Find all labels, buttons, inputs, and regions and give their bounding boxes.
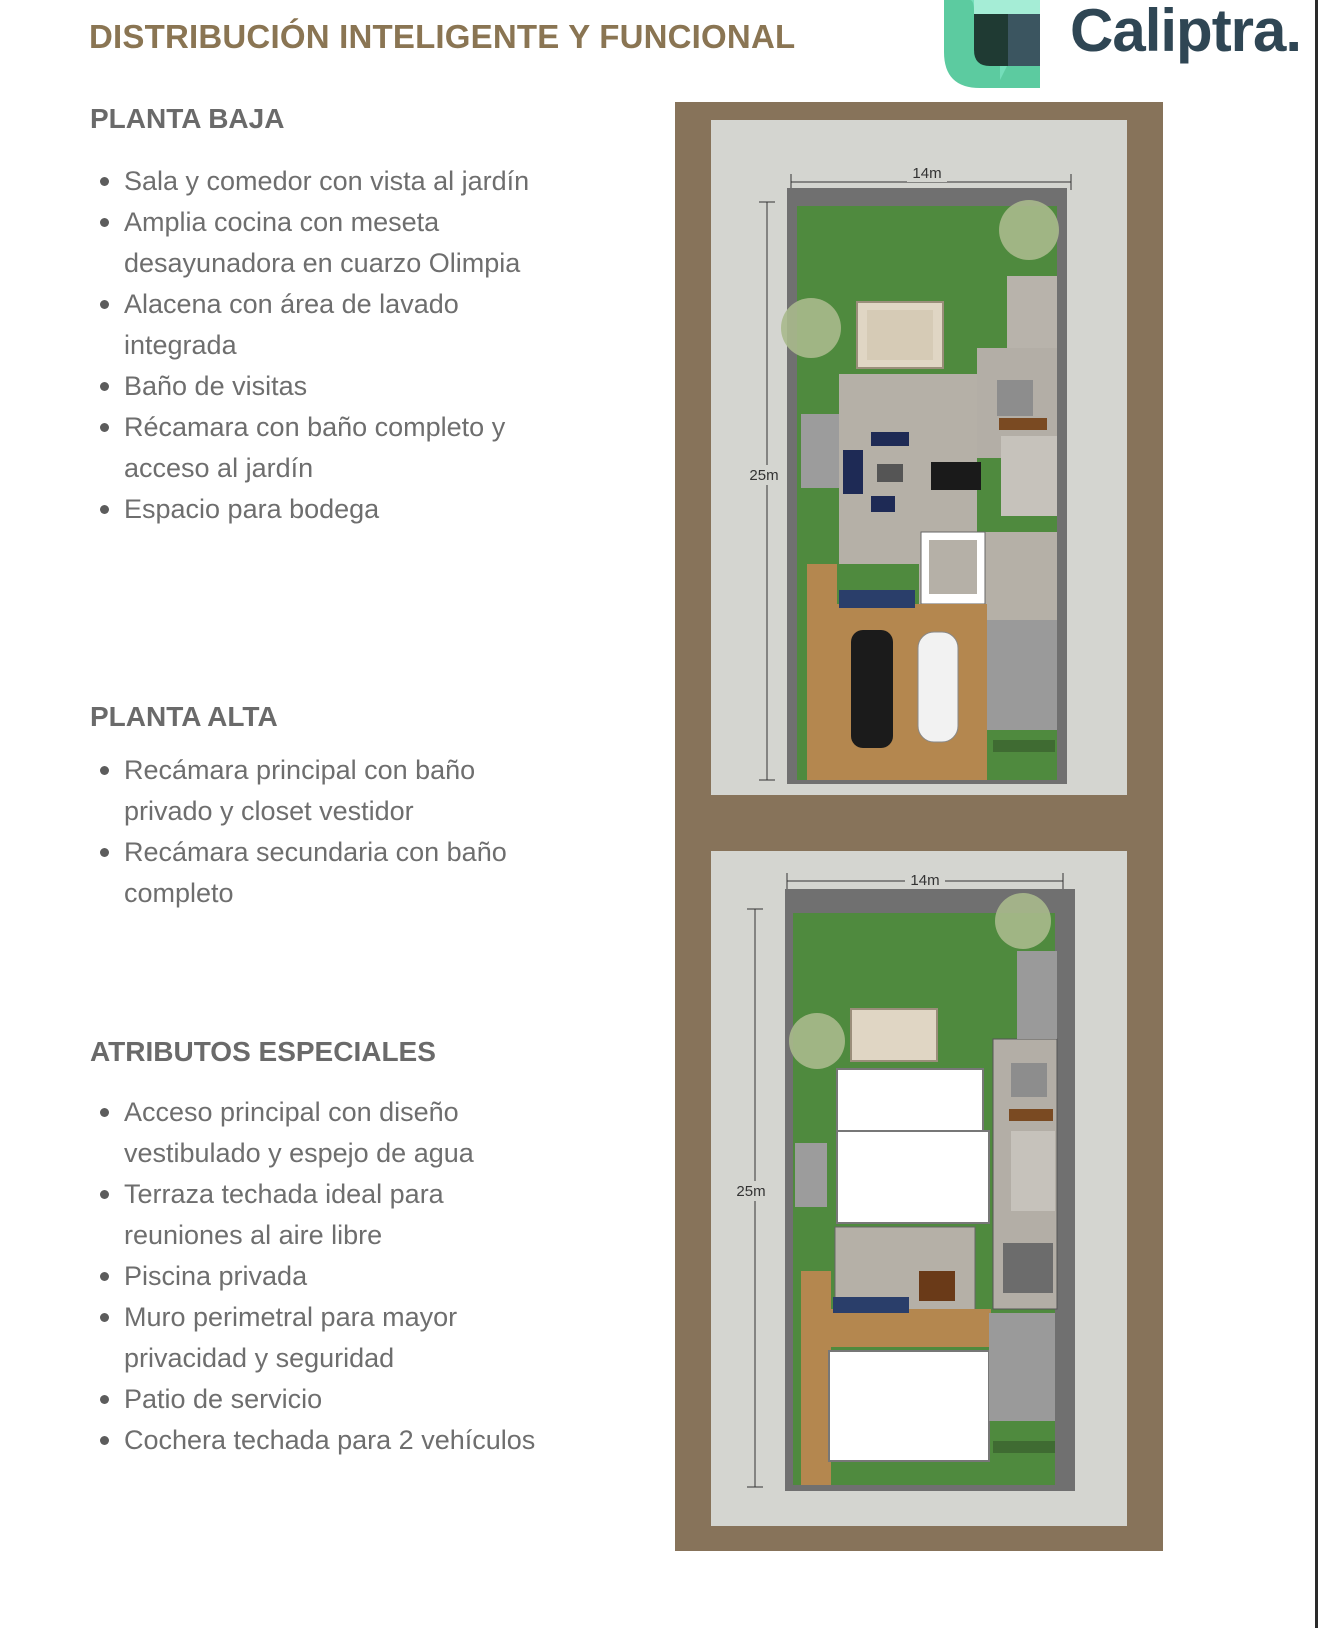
list-item: Amplia cocina con meseta desayunadora en cuarzo Olimpia — [88, 202, 568, 284]
list-item: Patio de servicio — [88, 1379, 568, 1420]
list-item: Sala y comedor con vista al jardín — [88, 161, 568, 202]
list-item: Terraza techada ideal para reuniones al aire libre — [88, 1174, 568, 1256]
plan-width-label: 14m — [910, 872, 940, 889]
page-title: DISTRIBUCIÓN INTELIGENTE Y FUNCIONAL — [89, 18, 796, 55]
section-title-planta-alta: PLANTA ALTA — [90, 701, 278, 732]
floor-plan-ground — [711, 120, 1127, 795]
planta-alta-list — [88, 750, 568, 914]
list-item: Cochera techada para 2 vehículos — [88, 1420, 568, 1461]
list-item: Muro perimetral para mayor privacidad y seguridad — [88, 1297, 568, 1379]
list-item: Espacio para bodega — [88, 489, 568, 530]
planta-baja-list — [88, 161, 568, 530]
list-item: Alacena con área de lavado integrada — [88, 284, 568, 366]
list-item: Baño de visitas — [88, 366, 568, 407]
floor-plans-frame — [675, 102, 1163, 1551]
section-title-planta-baja: PLANTA BAJA — [90, 103, 285, 134]
list-item: Recámara principal con baño privado y closet vestidor — [88, 750, 568, 832]
atributos-list — [88, 1092, 568, 1461]
plan-width-label: 14m — [912, 165, 942, 182]
list-item: Acceso principal con diseño vestibulado y espejo de agua — [88, 1092, 568, 1174]
plan-depth-label: 25m — [749, 467, 779, 484]
brand-name: Caliptra. — [1070, 0, 1302, 64]
floor-plan-upper — [711, 851, 1127, 1526]
list-item: Récamara con baño completo y acceso al jardín — [88, 407, 568, 489]
list-item: Recámara secundaria con baño completo — [88, 832, 568, 914]
list-item: Piscina privada — [88, 1256, 568, 1297]
plan-depth-label: 25m — [736, 1183, 766, 1200]
section-title-atributos-especiales: ATRIBUTOS ESPECIALES — [90, 1036, 436, 1067]
